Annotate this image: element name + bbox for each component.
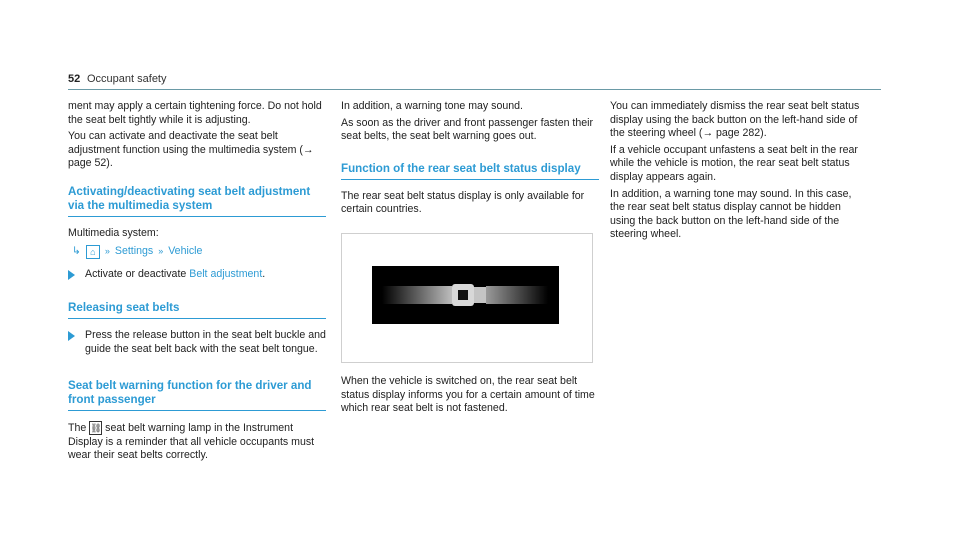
intro-text: ment may apply a certain tightening force. Do not hold the seat belt tightly while it is adjusting. [68, 100, 322, 126]
belt-adjustment-label: Belt adjustment [189, 267, 263, 280]
multimedia-label: Multimedia system: [68, 226, 159, 239]
col2-p4: When the vehicle is switched on, the rear seat belt status display informs you for a certain amount of time which rear seat belt is not fastened. [341, 374, 595, 415]
col3-p3: In addition, a warning tone may sound. In this case, the rear seat belt status display cannot be hidden using the back button on the left-hand side of the steering wheel. [610, 187, 852, 241]
column-2 [341, 100, 599, 419]
step-activate [68, 268, 326, 282]
seatbelt-status-image [341, 233, 593, 363]
col3-p2: If a vehicle occupant unfastens a seat belt in the rear while the vehicle is motion, the rear seat belt status display appears again. [610, 143, 858, 183]
seatbelt-display-graphic [372, 266, 559, 324]
heading-warning: Seat belt warning function for the driver and front passenger [68, 379, 326, 411]
release-text: Press the release button in the seat belt buckle and guide the seat belt back with the seat belt tongue. [85, 329, 326, 355]
seatbelt-warning-icon: ⛓ [90, 423, 102, 434]
step-arrow-icon [68, 270, 75, 280]
step-arrow-icon [68, 331, 75, 341]
heading-rear-seat-belt: Function of the rear seat belt status display [341, 162, 599, 180]
warning-paragraph [68, 421, 326, 463]
nav-settings: Settings [114, 244, 154, 257]
step-release [68, 329, 326, 356]
chevron-double-icon: » [104, 245, 110, 256]
warning-prefix: The [68, 422, 87, 435]
page-number: 52 [68, 73, 81, 85]
nav-arrow-icon: ↳ [72, 244, 81, 257]
col3-p1: You can immediately dismiss the rear seat belt status display using the back button on the left-hand side of the steering wheel (→ page 282). [610, 100, 860, 140]
heading-releasing: Releasing seat belts [68, 301, 326, 319]
nav-vehicle: Vehicle [168, 244, 203, 257]
col2-p3: The rear seat belt status display is only available for certain countries. [341, 189, 585, 216]
section-title: Occupant safety [87, 73, 167, 85]
header-rule [68, 89, 881, 90]
column-3 [610, 100, 868, 245]
col2-p1: In addition, a warning tone may sound. [341, 100, 523, 112]
heading-activating: Activating/deactivating seat belt adjustment via the multimedia system [68, 185, 326, 217]
column-1 [68, 100, 326, 466]
nav-path [68, 244, 326, 260]
home-icon: ⌂ [86, 245, 100, 259]
warning-text: seat belt warning lamp in the Instrument Display is a reminder that all vehicle occupants must wear their seat belts correctly. [68, 422, 315, 462]
intro-text-2: You can activate and deactivate the seat belt adjustment function using the multimedia system (→ page 52). [68, 130, 314, 170]
activate-suffix: . [262, 267, 266, 280]
col2-p2: As soon as the driver and front passenger fasten their seat belts, the seat belt warning goes out. [341, 116, 594, 143]
chevron-double-icon: » [158, 245, 164, 256]
activate-prefix: Activate or deactivate [85, 267, 187, 280]
